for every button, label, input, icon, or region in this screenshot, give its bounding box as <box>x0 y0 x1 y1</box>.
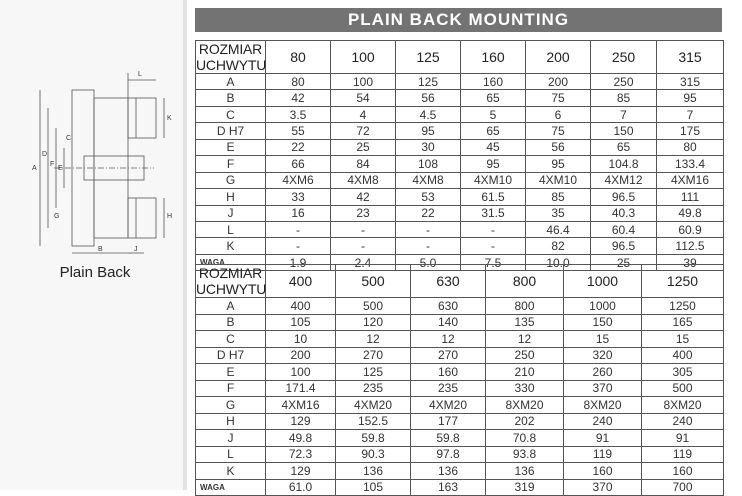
dim-label: D <box>42 151 48 158</box>
table-row <box>196 189 724 205</box>
table-cell: 61.0 <box>266 479 336 496</box>
table-cell: 59.8 <box>336 430 411 447</box>
table-row <box>196 331 724 348</box>
table-cell: - <box>266 221 331 237</box>
table-cell: 111 <box>657 189 724 205</box>
table-cell: 55 <box>266 123 331 139</box>
row-label: L <box>196 446 266 463</box>
table-cell: 270 <box>411 347 486 364</box>
table-cell: 150 <box>591 123 657 139</box>
row-label: J <box>196 430 266 447</box>
size-header-cell: 80 <box>266 41 331 74</box>
table-row <box>196 479 724 496</box>
size-header-row <box>196 41 724 74</box>
table-cell: 4XM8 <box>396 172 461 188</box>
table-cell: 250 <box>591 74 657 90</box>
table-cell: 3.5 <box>266 106 331 122</box>
table-cell: 150 <box>564 314 642 331</box>
table-cell: 4XM20 <box>336 397 411 414</box>
table-cell: 152.5 <box>336 413 411 430</box>
table-cell: 5.0 <box>396 254 461 270</box>
table-cell: 59.8 <box>411 430 486 447</box>
table-row <box>196 74 724 90</box>
table-cell: 370 <box>564 380 642 397</box>
row-label: G <box>196 397 266 414</box>
table-cell: 61.5 <box>461 189 526 205</box>
table-cell: 49.8 <box>657 205 724 221</box>
table-cell: 200 <box>526 74 591 90</box>
table-cell: 305 <box>642 364 724 381</box>
table-cell: 75 <box>526 123 591 139</box>
table-cell: 53 <box>396 189 461 205</box>
row-label: J <box>196 205 266 221</box>
dim-label: E <box>58 165 63 172</box>
table-cell: 6 <box>526 106 591 122</box>
dim-label: A <box>32 165 37 172</box>
table-cell: 8XM20 <box>564 397 642 414</box>
table-cell: 700 <box>642 479 724 496</box>
table-cell: 75 <box>526 90 591 106</box>
diagram-caption: Plain Back <box>59 264 131 281</box>
table-cell: - <box>331 238 396 254</box>
size-header-cell: 630 <box>411 265 486 298</box>
page-title: PLAIN BACK MOUNTING <box>195 8 722 32</box>
table-cell: 105 <box>336 479 411 496</box>
table-cell: - <box>461 238 526 254</box>
table-cell: 54 <box>331 90 396 106</box>
table-cell: 12 <box>411 331 486 348</box>
table-cell: 1250 <box>642 298 724 315</box>
table-cell: 10.0 <box>526 254 591 270</box>
table-cell: 12 <box>486 331 564 348</box>
table-cell: 1000 <box>564 298 642 315</box>
table-cell: 65 <box>461 90 526 106</box>
table-cell: 90.3 <box>336 446 411 463</box>
table-cell: 160 <box>461 74 526 90</box>
table-row <box>196 298 724 315</box>
size-header-cell: 125 <box>396 41 461 74</box>
table-cell: 250 <box>486 347 564 364</box>
size-header-cell: 800 <box>486 265 564 298</box>
dim-label: G <box>54 213 60 220</box>
table-cell: 160 <box>411 364 486 381</box>
row-label: G <box>196 172 266 188</box>
table-cell: 56 <box>396 90 461 106</box>
table-cell: 240 <box>642 413 724 430</box>
table-cell: 330 <box>486 380 564 397</box>
table-cell: 108 <box>396 156 461 172</box>
table-cell: 400 <box>642 347 724 364</box>
table-cell: 70.8 <box>486 430 564 447</box>
table-cell: - <box>396 238 461 254</box>
table-cell: 140 <box>411 314 486 331</box>
table-cell: 46.4 <box>526 221 591 237</box>
row-label: WAGA <box>196 254 266 270</box>
table-cell: 60.9 <box>657 221 724 237</box>
table-row <box>196 364 724 381</box>
table-cell: 91 <box>642 430 724 447</box>
row-label: F <box>196 380 266 397</box>
dim-label: J <box>134 246 138 253</box>
table-cell: 320 <box>564 347 642 364</box>
table-cell: 33 <box>266 189 331 205</box>
table-cell: 65 <box>591 139 657 155</box>
table-cell: 25 <box>331 139 396 155</box>
table-cell: 315 <box>657 74 724 90</box>
table-cell: 235 <box>411 380 486 397</box>
dim-label: C <box>66 135 72 142</box>
table-cell: 4XM16 <box>657 172 724 188</box>
table-cell: 80 <box>266 74 331 90</box>
table-cell: 4XM6 <box>266 172 331 188</box>
table-cell: 125 <box>396 74 461 90</box>
table-cell: 4XM12 <box>591 172 657 188</box>
table-cell: 129 <box>266 463 336 480</box>
table-cell: 45 <box>461 139 526 155</box>
row-label: WAGA <box>196 479 266 496</box>
table-row <box>196 347 724 364</box>
size-header-cell: 1000 <box>564 265 642 298</box>
table-row <box>196 221 724 237</box>
table-row <box>196 413 724 430</box>
row-label: F <box>196 156 266 172</box>
table-cell: 72 <box>331 123 396 139</box>
table-cell: 84 <box>331 156 396 172</box>
table-cell: - <box>331 221 396 237</box>
table-cell: 95 <box>461 156 526 172</box>
table-cell: 95 <box>657 90 724 106</box>
row-label: E <box>196 364 266 381</box>
table-cell: 12 <box>336 331 411 348</box>
table-cell: 15 <box>564 331 642 348</box>
table-row <box>196 205 724 221</box>
table-cell: 160 <box>642 463 724 480</box>
dim-label: K <box>167 115 172 122</box>
table-cell: 8XM20 <box>486 397 564 414</box>
table-cell: 72.3 <box>266 446 336 463</box>
table-cell: 80 <box>657 139 724 155</box>
table-cell: 66 <box>266 156 331 172</box>
table-row <box>196 106 724 122</box>
dim-label: H <box>167 213 173 220</box>
size-header-cell: 1250 <box>642 265 724 298</box>
table-cell: 105 <box>266 314 336 331</box>
table-cell: 95 <box>396 123 461 139</box>
row-label: E <box>196 139 266 155</box>
table-cell: 95 <box>526 156 591 172</box>
table-cell: 200 <box>266 347 336 364</box>
table-cell: 22 <box>396 205 461 221</box>
size-header-cell: 250 <box>591 41 657 74</box>
corner-label: ROZMIAR UCHWYTU <box>196 41 267 73</box>
table-cell: 202 <box>486 413 564 430</box>
table-cell: 42 <box>266 90 331 106</box>
row-label: D H7 <box>196 347 266 364</box>
table-cell: 630 <box>411 298 486 315</box>
table-cell: 7 <box>591 106 657 122</box>
table-cell: 160 <box>564 463 642 480</box>
table-cell: 85 <box>591 90 657 106</box>
table-row <box>196 430 724 447</box>
corner-label: ROZMIAR UCHWYTU <box>196 265 267 297</box>
table-cell: 240 <box>564 413 642 430</box>
table-cell: 171.4 <box>266 380 336 397</box>
size-header-cell: 315 <box>657 41 724 74</box>
size-header-cell: 200 <box>526 41 591 74</box>
table-cell: 119 <box>564 446 642 463</box>
table-cell: 85 <box>526 189 591 205</box>
table-cell: 39 <box>657 254 724 270</box>
dim-label: F <box>50 161 55 168</box>
table-cell: 16 <box>266 205 331 221</box>
row-label: L <box>196 221 266 237</box>
row-label: B <box>196 314 266 331</box>
table-row <box>196 90 724 106</box>
table-row <box>196 446 724 463</box>
table-row <box>196 463 724 480</box>
table-cell: 65 <box>461 123 526 139</box>
table-cell: 7 <box>657 106 724 122</box>
row-label: B <box>196 90 266 106</box>
table-cell: - <box>396 221 461 237</box>
row-label: C <box>196 331 266 348</box>
table-row <box>196 172 724 188</box>
table-cell: 319 <box>486 479 564 496</box>
table-cell: 42 <box>331 189 396 205</box>
table-cell: 49.8 <box>266 430 336 447</box>
table-cell: 1.9 <box>266 254 331 270</box>
table-cell: 22 <box>266 139 331 155</box>
table-cell: 2.4 <box>331 254 396 270</box>
table-cell: 7.5 <box>461 254 526 270</box>
table-row <box>196 123 724 139</box>
table-cell: 136 <box>486 463 564 480</box>
table-cell: 800 <box>486 298 564 315</box>
table-cell: 30 <box>396 139 461 155</box>
table-cell: 400 <box>266 298 336 315</box>
row-label: K <box>196 238 266 254</box>
table-cell: 8XM20 <box>642 397 724 414</box>
table-row <box>196 139 724 155</box>
table-cell: 4 <box>331 106 396 122</box>
table-cell: 96.5 <box>591 189 657 205</box>
table-cell: 125 <box>336 364 411 381</box>
spec-table-small <box>195 40 724 271</box>
table-row <box>196 380 724 397</box>
row-label: C <box>196 106 266 122</box>
table-cell: 4XM16 <box>266 397 336 414</box>
table-cell: 163 <box>411 479 486 496</box>
size-header-cell: 100 <box>331 41 396 74</box>
table-cell: 93.8 <box>486 446 564 463</box>
table-row <box>196 397 724 414</box>
table-cell: 135 <box>486 314 564 331</box>
table-row <box>196 314 724 331</box>
row-label: H <box>196 413 266 430</box>
table-cell: 120 <box>336 314 411 331</box>
size-header-row <box>196 265 724 298</box>
table-cell: 5 <box>461 106 526 122</box>
table-cell: 119 <box>642 446 724 463</box>
table-cell: 82 <box>526 238 591 254</box>
table-cell: 4XM10 <box>461 172 526 188</box>
table-cell: 15 <box>642 331 724 348</box>
row-label: H <box>196 189 266 205</box>
table-cell: 96.5 <box>591 238 657 254</box>
table-cell: 175 <box>657 123 724 139</box>
table-cell: 136 <box>336 463 411 480</box>
table-cell: - <box>461 221 526 237</box>
table-cell: 500 <box>642 380 724 397</box>
row-label: K <box>196 463 266 480</box>
table-row <box>196 156 724 172</box>
table-cell: 35 <box>526 205 591 221</box>
table-cell: 112.5 <box>657 238 724 254</box>
table-cell: 100 <box>266 364 336 381</box>
table-cell: 177 <box>411 413 486 430</box>
table-cell: 60.4 <box>591 221 657 237</box>
table-cell: 100 <box>331 74 396 90</box>
drawing-panel <box>0 0 183 490</box>
table-cell: 56 <box>526 139 591 155</box>
row-label: D H7 <box>196 123 266 139</box>
table-cell: 210 <box>486 364 564 381</box>
table-cell: 97.8 <box>411 446 486 463</box>
chuck-diagram <box>24 68 174 258</box>
table-cell: 260 <box>564 364 642 381</box>
table-cell: 4XM10 <box>526 172 591 188</box>
table-cell: 31.5 <box>461 205 526 221</box>
row-label: A <box>196 298 266 315</box>
table-cell: 23 <box>331 205 396 221</box>
size-header-cell: 400 <box>266 265 336 298</box>
table-cell: 104.8 <box>591 156 657 172</box>
table-cell: 133.4 <box>657 156 724 172</box>
dim-label: L <box>138 71 142 78</box>
table-cell: 370 <box>564 479 642 496</box>
size-header-cell: 160 <box>461 41 526 74</box>
table-cell: 4XM8 <box>331 172 396 188</box>
spec-table-large <box>195 264 724 496</box>
row-label: A <box>196 74 266 90</box>
table-cell: 129 <box>266 413 336 430</box>
table-cell: 136 <box>411 463 486 480</box>
table-row <box>196 238 724 254</box>
dim-label: B <box>98 246 103 253</box>
table-cell: 4XM20 <box>411 397 486 414</box>
table-cell: 40.3 <box>591 205 657 221</box>
table-cell: 500 <box>336 298 411 315</box>
table-cell: 4.5 <box>396 106 461 122</box>
table-cell: 25 <box>591 254 657 270</box>
table-cell: 165 <box>642 314 724 331</box>
size-header-cell: 500 <box>336 265 411 298</box>
table-cell: 235 <box>336 380 411 397</box>
table-cell: - <box>266 238 331 254</box>
table-cell: 10 <box>266 331 336 348</box>
table-cell: 270 <box>336 347 411 364</box>
table-cell: 91 <box>564 430 642 447</box>
panel-divider <box>183 0 187 490</box>
